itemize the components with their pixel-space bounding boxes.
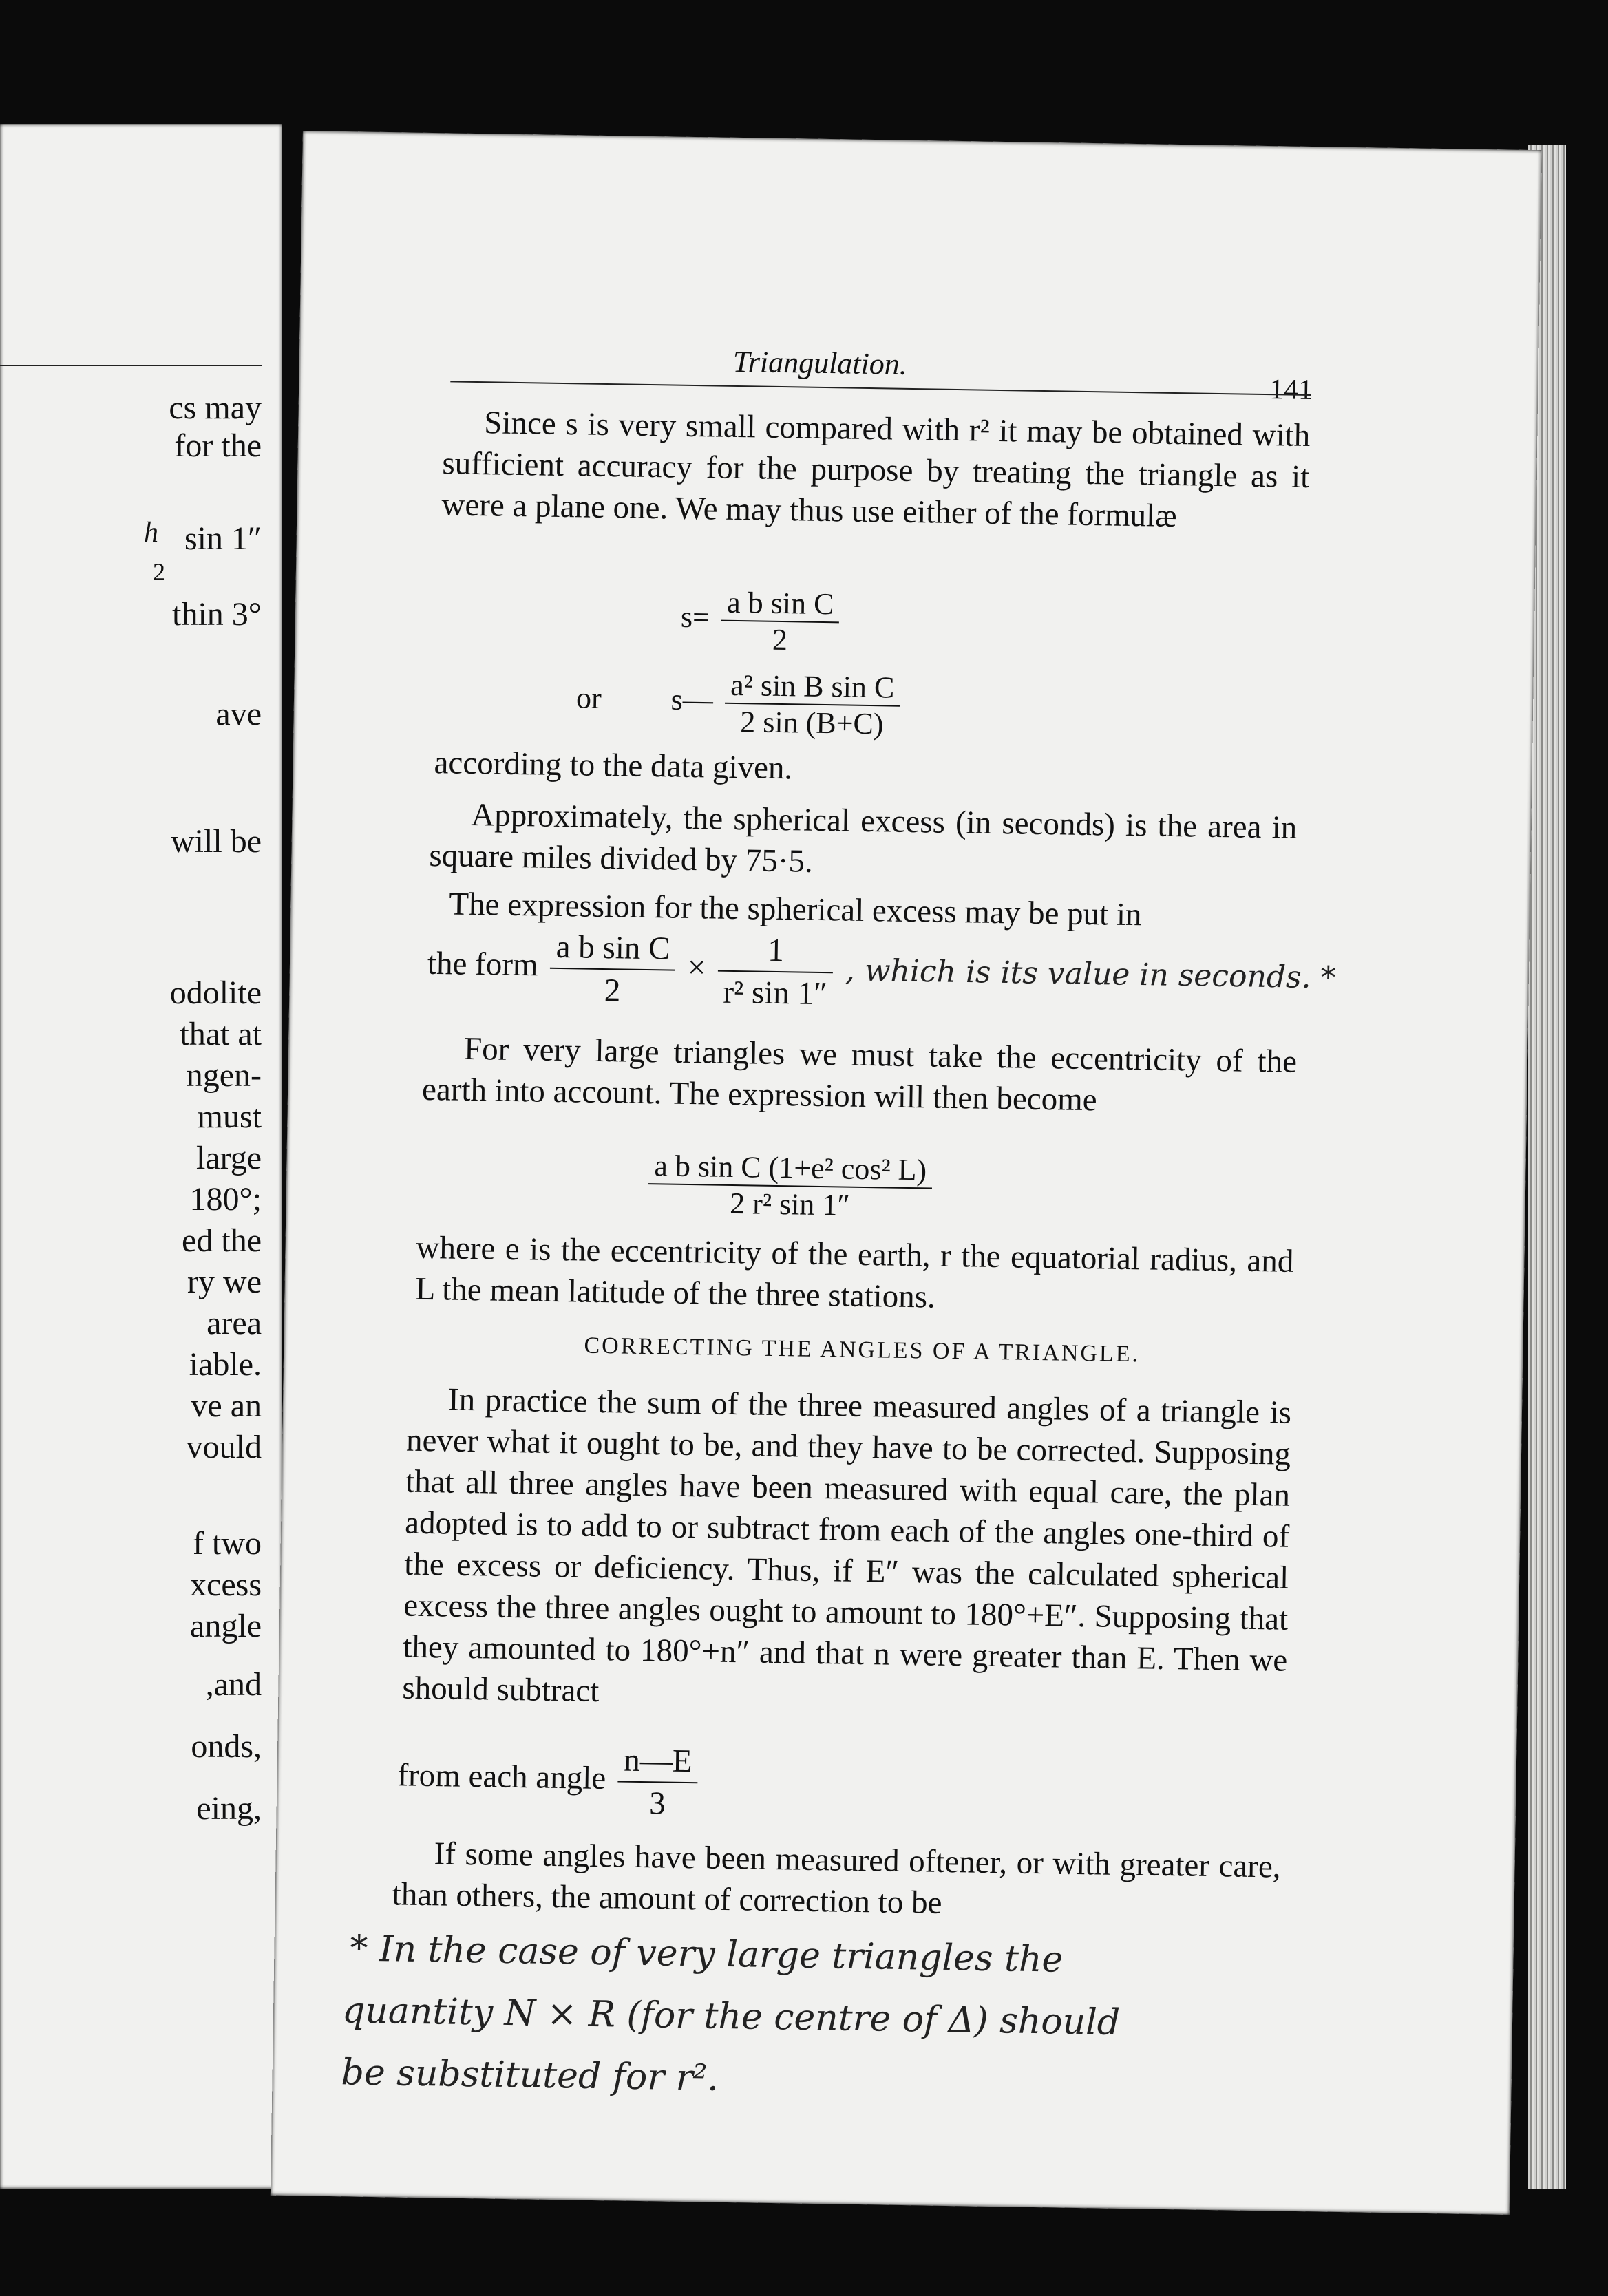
paragraph-6: where e is the eccentricity of the earth, r the equatorial radius, and L the mean latitude of the three stations. [415,1229,1294,1315]
formula-3-numerator: a b sin C [550,926,676,971]
formula-6-denominator: 3 [648,1785,666,1822]
paragraph-1: Since s is very small compared with r² it may be obtained with sufficient accuracy for the purpose by treating the triangle as it were a plane one. We may thus use either of the formulæ [441,405,1311,535]
left-fragment: for the [174,427,262,464]
times-sign: × [687,949,706,986]
formula-1 [680,584,844,659]
left-fragment: 180°; [189,1181,262,1218]
formula-5-denominator: 2 r² sin 1″ [729,1186,851,1222]
left-fragment: angle [190,1608,262,1644]
left-fraction-den: 2 [153,558,165,586]
formula-1-denominator: 2 [772,622,788,657]
formula-2-denominator: 2 sin (B+C) [739,705,884,741]
left-fragment: ed the [182,1222,262,1259]
formula-5-numerator: a b sin C (1+e² cos² L) [648,1148,933,1189]
formula-2-numerator: a² sin B sin C [725,668,900,707]
left-page [0,124,282,2189]
left-fragment: xcess [190,1566,262,1603]
formula-4-fraction [717,929,834,1015]
paragraph-4: The expression for the spherical excess may be put in [448,886,1142,933]
left-fragment: ave [215,696,262,732]
section-title: CORRECTING THE ANGLES OF A TRIANGLE. [584,1332,1141,1368]
left-fragment: cs may [169,390,262,426]
left-fragment: iable. [189,1346,262,1383]
left-fragment: sin 1″ [184,520,262,557]
left-fragment: onds, [191,1728,262,1765]
formula-2 [575,665,904,741]
page-number: 141 [1269,374,1313,407]
left-fragment: eing, [196,1790,262,1827]
left-fragment: area [207,1305,262,1341]
header-rule-left [0,365,262,366]
left-fragment: ngen- [186,1057,262,1094]
running-header: Triangulation. [732,344,908,381]
paragraph-5: For very large triangles we must take the eccentricity of the earth into account. The expression will then become [421,1030,1298,1118]
from-each-angle: from each angle [397,1757,606,1796]
left-fragment: must [197,1098,262,1135]
paragraph-2: according to the data given. [434,745,793,787]
left-fraction-num: h [144,517,158,549]
left-fragment: ry we [187,1264,262,1300]
formula-5-fraction [648,1148,932,1224]
formula-3-denominator: 2 [604,972,621,1009]
handwritten-note-1: , which is its value in seconds. * [845,953,1336,996]
right-page [271,131,1542,2215]
left-fragment: ve an [191,1388,262,1424]
formula-4-denominator: r² sin 1″ [723,974,828,1012]
formula-6-fraction [617,1739,698,1825]
handwritten-note-2-line-1: * In the case of very large triangles the [350,1928,1064,1981]
formula-6-numerator: n—E [618,1739,698,1783]
formula-1-fraction [721,585,840,659]
formula-2-lhs: s— [670,682,714,717]
formula-1-lhs: s= [680,599,710,635]
left-fragment: that at [180,1016,262,1052]
paragraph-7: In practice the sum of the three measured angles of a triangle is never what it ought to be, and they have to be corrected. Supposing that all three angles have been measured with equal care, the plan adopted is to add to or subtract from each of the angles one-third of the excess or deficiency. Thus, if E″ was the calculated spherical excess the three angles ought to amount to 180°+E″. Supposing that they amounted to 180°+n″ and that n were greater than E. Then we should subtract [402,1381,1292,1710]
left-fragment: vould [186,1429,262,1465]
formula-1-numerator: a b sin C [721,585,840,624]
form-label: the form [427,945,538,984]
handwritten-note-2-line-3: be substituted for r². [341,2052,719,2099]
left-fragment: odolite [169,975,262,1011]
left-fragment: ,and [205,1666,262,1703]
left-fragment: f two [193,1525,262,1562]
left-fragment: will be [171,823,262,860]
formula-4-numerator: 1 [718,929,834,974]
paragraph-3: Approximately, the spherical excess (in seconds) is the area in square miles divided by 75·5. [429,796,1298,880]
formula-2-fraction [724,668,900,742]
formula-3-line [427,924,1392,1023]
header-rule [450,381,1311,396]
formula-3-fraction [549,926,676,1012]
paragraph-8: If some angles have been measured oftener, or with greater care, than others, the amount of correction to be [392,1836,1281,1921]
left-fragment: thin 3° [172,596,262,633]
formula-5 [644,1148,936,1224]
formula-2-or: or [575,681,602,716]
left-fragment: large [195,1140,262,1176]
formula-6-line [396,1736,949,1829]
handwritten-note-2-line-2: quantity N × R (for the centre of Δ) should [341,1990,1121,2043]
